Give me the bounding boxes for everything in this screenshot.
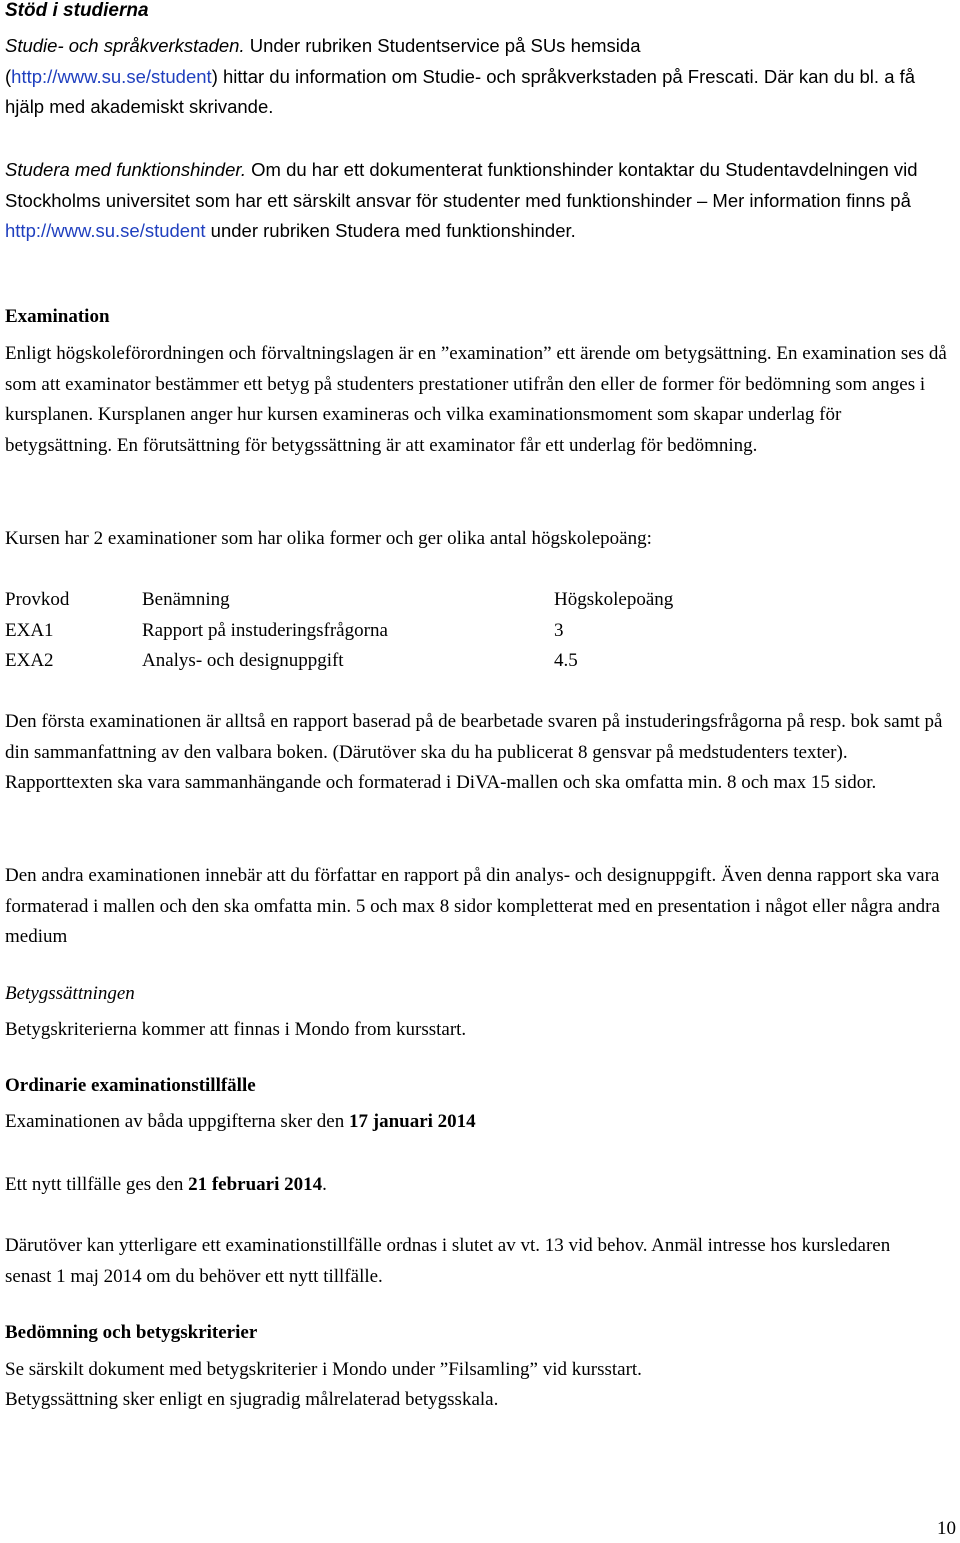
ordinarie-date-1: 17 januari 2014 <box>349 1111 476 1132</box>
section-heading-betyg: Betygssättningen <box>5 983 135 1004</box>
ordinarie-text-2-post: . <box>322 1174 327 1195</box>
ordinarie-text-3: Därutöver kan ytterligare ett examinationstillfälle ordnas i slutet av vt. 13 vid behov. Anmäl intresse hos kursledaren senast 1 maj 2014 om du behöver ett nytt tillfälle. <box>5 1235 891 1287</box>
table-cell-hogskolepoang: 3 <box>554 619 564 641</box>
bedomning-line-1: Se särskilt dokument med betygskriterier i Mondo under ”Filsamling” vid kursstart. <box>5 1359 642 1380</box>
section-heading-stod: Stöd i studierna <box>5 0 149 21</box>
section-heading-examination: Examination <box>5 306 110 327</box>
sprakverkstad-title: Studie- och språkverkstaden. <box>5 35 245 56</box>
funktionshinder-paragraph <box>5 155 940 247</box>
examination-paragraph-2: Kursen har 2 examinationer som har olika former och ger olika antal högskolepoäng: <box>5 528 652 549</box>
section-heading-ordinarie: Ordinarie examinationstillfälle <box>5 1075 256 1096</box>
sprakverkstad-paragraph: Studie- och språkverkstaden. Under rubriken Studentservice på SUs hemsida (http://www.su.se/student) hittar du information om Studie- och språkverkstaden på Frescati. Där kan du bl. a få hjälp med akademiskt skrivande. <box>5 35 916 118</box>
table-cell-benamning: Analys- och designuppgift <box>142 650 344 672</box>
table-cell-provkod: EXA1 <box>5 619 54 641</box>
table-header-benamning: Benämning <box>142 589 230 610</box>
funktionshinder-link[interactable]: http://www.su.se/student <box>5 220 206 242</box>
examination-paragraph-4: Den andra examinationen innebär att du författar en rapport på din analys- och designuppgift. Även denna rapport ska vara formaterad i mallen och den ska omfatta min. 5 och max 8 sidor kompletterat med en presentation i något eller några andra medium <box>5 865 940 948</box>
ordinarie-text-1-pre: Examinationen av båda uppgifterna sker den <box>5 1111 349 1132</box>
funktionshinder-title: Studera med funktionshinder. <box>5 159 246 180</box>
examination-paragraph-1: Enligt högskoleförordningen och förvaltningslagen är en ”examination” ett ärende om betygsättning. En examination ses då som att examinator bestämmer ett betyg på studenters prestationer utifrån den eller de former för bedömning som anges i kursplanen. Kursplanen anger hur kursen examineras och vilka examinationsmoment som skapar underlag för betygsättning. En förutsättning för betygssättning är att examinator får ett underlag för bedömning. <box>5 343 947 456</box>
table-header-provkod: Provkod <box>5 589 70 610</box>
sprakverkstad-text-2: hittar du information om Studie- och språkverkstaden på Frescati. Där kan du bl. a få hjälp med akademiskt skrivande. <box>5 65 916 118</box>
examination-paragraph-3: Den första examinationen är alltså en rapport baserad på de bearbetade svaren på instuderingsfrågorna på resp. bok samt på din sammanfattning av den valbara boken. (Därutöver ska du ha publicerat 8 gensvar på medstudenters texter). Rapporttexten ska vara sammanhängande och formaterad i DiVA-mallen och ska omfatta min. 8 och max 15 sidor. <box>5 711 943 794</box>
table-cell-benamning: Rapport på instuderingsfrågorna <box>142 619 388 641</box>
ordinarie-text-1 <box>5 1107 476 1138</box>
funktionshinder-text-2: under rubriken Studera med funktionshinder. <box>205 220 576 242</box>
table-cell-provkod: EXA2 <box>5 650 54 672</box>
betyg-text: Betygskriterierna kommer att finnas i Mondo from kursstart. <box>5 1019 467 1040</box>
table-row <box>5 616 950 647</box>
section-heading-bedomning: Bedömning och betygskriterier <box>5 1322 258 1343</box>
ordinarie-date-2: 21 februari 2014 <box>188 1174 323 1195</box>
sprakverkstad-text-1: Under rubriken Studentservice på SUs hemsida <box>244 35 641 56</box>
examination-table <box>5 585 950 677</box>
sprakverkstad-link[interactable]: http://www.su.se/student <box>11 65 212 87</box>
table-row <box>5 646 950 677</box>
page-number: 10 <box>937 1518 956 1539</box>
ordinarie-text-2 <box>5 1170 327 1201</box>
table-cell-hogskolepoang: 4.5 <box>554 650 578 672</box>
table-header-row <box>5 585 950 616</box>
funktionshinder-text-1: Om du har ett dokumenterat funktionshinder kontaktar du Studentavdelningen vid Stockholms universitet som har ett särskilt ansvar för studenter med funktionshinder – Mer information finns på <box>5 159 918 211</box>
bedomning-line-2: Betygssättning sker enligt en sjugradig målrelaterad betygsskala. <box>5 1389 499 1410</box>
ordinarie-text-2-pre: Ett nytt tillfälle ges den <box>5 1174 189 1195</box>
table-header-hogskolepoang: Högskolepoäng <box>554 589 674 610</box>
